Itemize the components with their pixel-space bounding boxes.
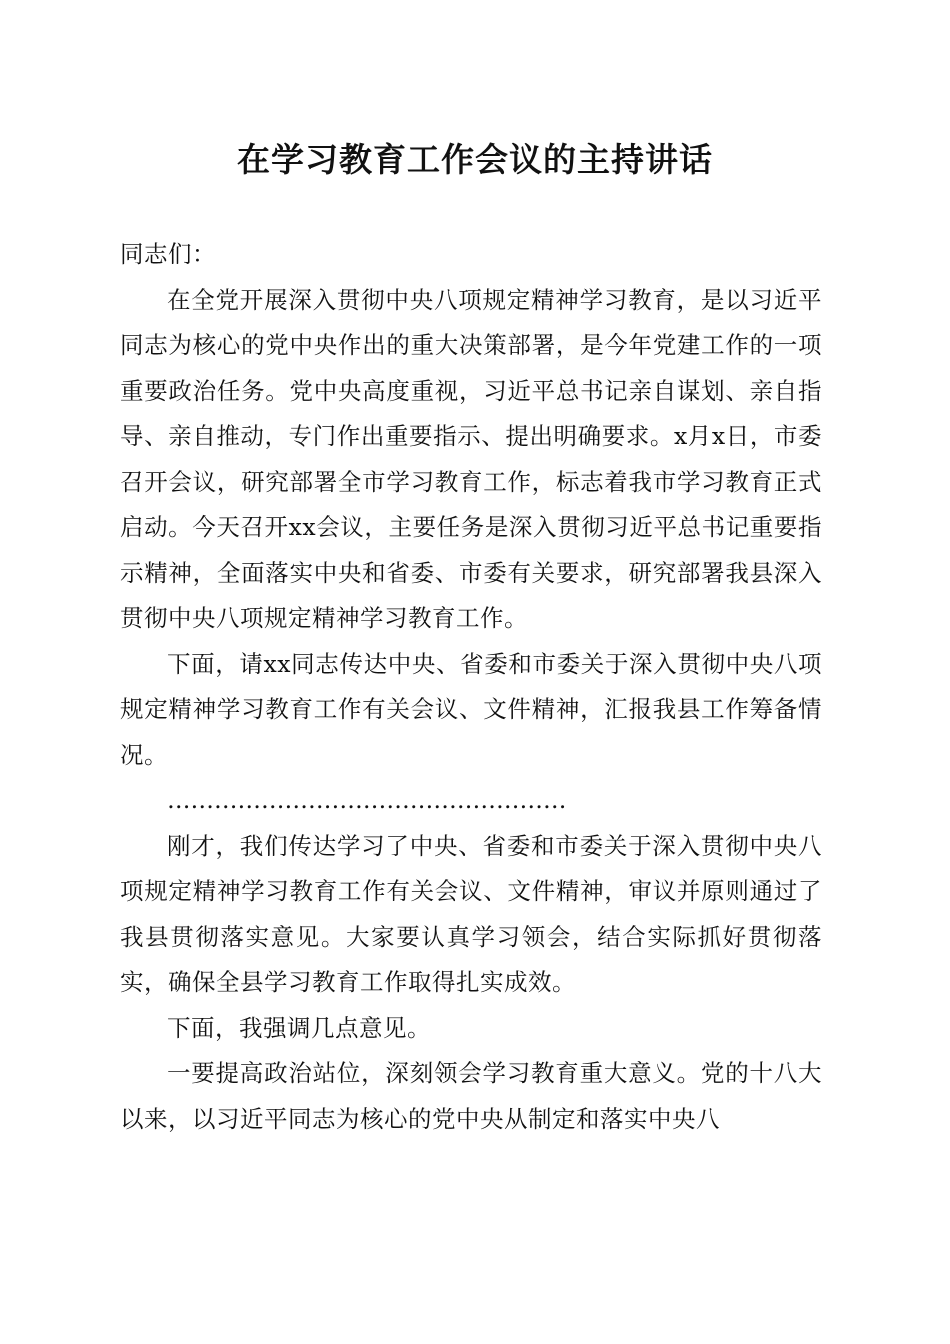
document-title: 在学习教育工作会议的主持讲话 xyxy=(237,140,713,179)
paragraph-point-one: 一要提高政治站位，深刻领会学习教育重大意义。党的十八大以来，以习近平同志为核心的党中央从制定和落实中央八 xyxy=(120,1059,822,1133)
paragraph-opening: 在全党开展深入贯彻中央八项规定精神学习教育，是以习近平同志为核心的党中央作出的重大决策部署，是今年党建工作的一项重要政治任务。党中央高度重视，习近平总书记亲自谋划、亲自指导、亲自推动，专门作出重要指示、提出明确要求。x月x日，市委召开会议，研究部署全市学习教育工作，标志着我市学习教育正式启动。今天召开xx会议，主要任务是深入贯彻习近平总书记重要指示精神，全面落实中央和省委、市委有关要求，研究部署我县深入贯彻中央八项规定精神学习教育工作。 xyxy=(120,285,822,632)
ellipsis-separator: …………………………………………… xyxy=(167,786,567,814)
paragraph-summary: 刚才，我们传达学习了中央、省委和市委关于深入贯彻中央八项规定精神学习教育工作有关会议、文件精神，审议并原则通过了我县贯彻落实意见。大家要认真学习领会，结合实际抓好贯彻落实，确保全县学习教育工作取得扎实成效。 xyxy=(120,831,822,996)
document-body xyxy=(120,232,822,1142)
salutation: 同志们： xyxy=(120,240,216,268)
paragraph-transition: 下面，我强调几点意见。 xyxy=(167,1013,431,1042)
paragraph-briefing: 下面，请xx同志传达中央、省委和市委关于深入贯彻中央八项规定精神学习教育工作有关会议、文件精神，汇报我县工作筹备情况。 xyxy=(120,649,822,769)
